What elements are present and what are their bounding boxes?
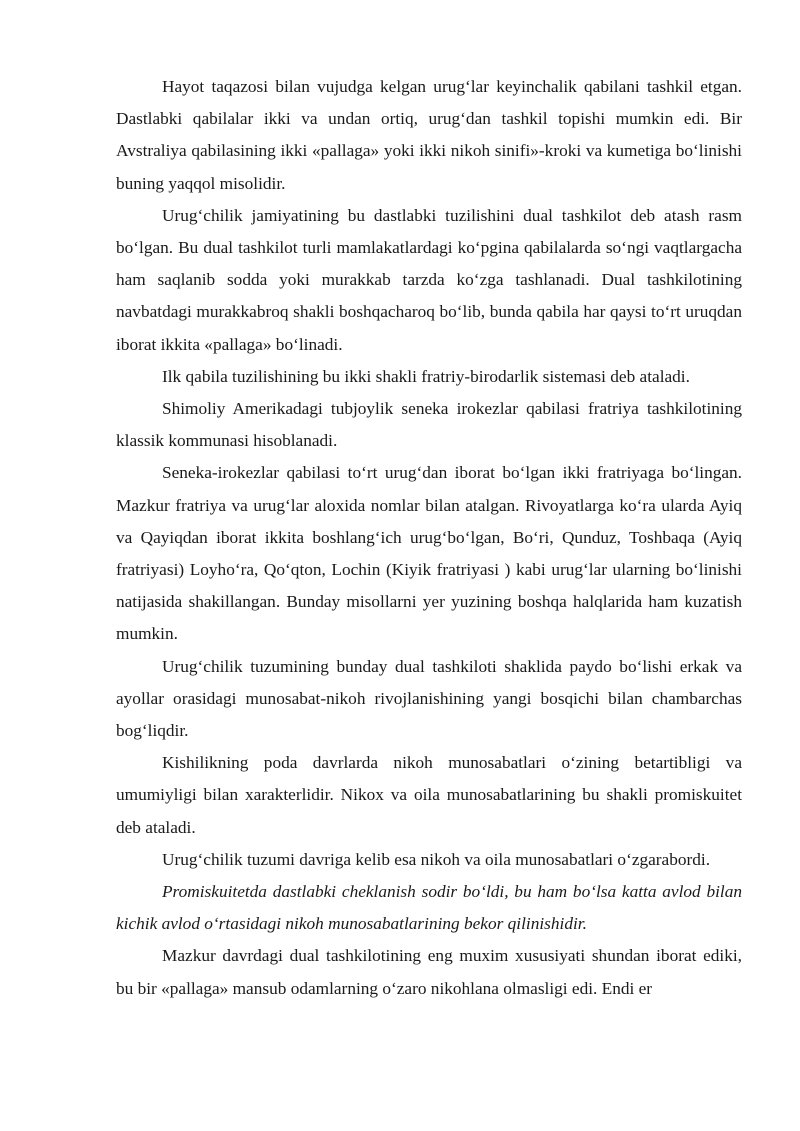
document-page — [116, 71, 742, 1005]
paragraph: Shimoliy Amerikadagi tubjoylik seneka irokezlar qabilasi fratriya tashkilotining klassik kommunasi hisoblanadi. — [116, 399, 742, 451]
paragraph: Ilk qabila tuzilishining bu ikki shakli fratriy-birodarlik sistemasi deb ataladi. — [162, 366, 690, 386]
italic-paragraph: Promiskuitetda dastlabki cheklanish sodir bo‘ldi, bu ham bo‘lsa katta avlod bilan kichik avlod o‘rtasidagi nikoh munosabatlarining bekor qilinishidir. — [116, 882, 742, 934]
paragraph: Urug‘chilik jamiyatining bu dastlabki tuzilishini dual tashkilot deb atash rasm bo‘lgan. Bu dual tashkilot turli mamlakatlardagi ko‘pgina qabilalarda so‘ngi vaqtlargacha ham saqlanib sodda yoki murakkab tarzda ko‘zga tashlanadi. Dual tashkilotining navbatdagi murakkabroq shakli boshqacharoq bo‘lib, bunda qabila har qaysi to‘rt uruqdan iborat ikkita «pallaga» bo‘linadi. — [116, 205, 742, 354]
paragraph: Urug‘chilik tuzumi davriga kelib esa nikoh va oila munosabatlari o‘zgarabordi. — [162, 849, 711, 869]
paragraph: Seneka-irokezlar qabilasi to‘rt urug‘dan iborat bo‘lgan ikki fratriyaga bo‘lingan. Mazkur fratriya va urug‘lar aloxida nomlar bilan atalgan. Rivoyatlarga ko‘ra ularda Ayiq va Qayiqdan iborat ikkita boshlang‘ich urug‘bo‘lgan, Bo‘ri, Qunduz, Toshbaqa (Ayiq fratriyasi) Loyho‘ra, Qo‘qton, Lochin (Kiyik fratriyasi ) kabi urug‘lar ularning bo‘linishi natijasida shakillangan. Bunday misollarni yer yuzining boshqa halqlarida ham kuzatish mumkin. — [116, 463, 742, 644]
paragraph: Hayot taqazosi bilan vujudga kelgan urug‘lar keyinchalik qabilani tashkil etgan. Dastlabki qabilalar ikki va undan ortiq, urug‘dan tashkil topishi mumkin edi. Bir Avstraliya qabilasining ikki «pallaga» yoki ikki nikoh sinifi»-kroki va kumetiga bo‘linishi buning yaqqol misolidir. — [116, 77, 742, 193]
paragraph: Kishilikning poda davrlarda nikoh munosabatlari o‘zining betartibligi va umumiyligi bilan xarakterlidir. Nikox va oila munosabatlarining bu shakli promiskuitet deb ataladi. — [116, 753, 742, 837]
paragraph: Urug‘chilik tuzumining bunday dual tashkiloti shaklida paydo bo‘lishi erkak va ayollar orasidagi munosabat-nikoh rivojlanishining yangi bosqichi bilan chambarchas bog‘liqdir. — [116, 656, 742, 741]
paragraph: Mazkur davrdagi dual tashkilotining eng muxim xususiyati shundan iborat ediki, bu bir «pallaga» mansub odamlarning o‘zaro nikohlana olmasligi edi. Endi er — [116, 946, 742, 998]
